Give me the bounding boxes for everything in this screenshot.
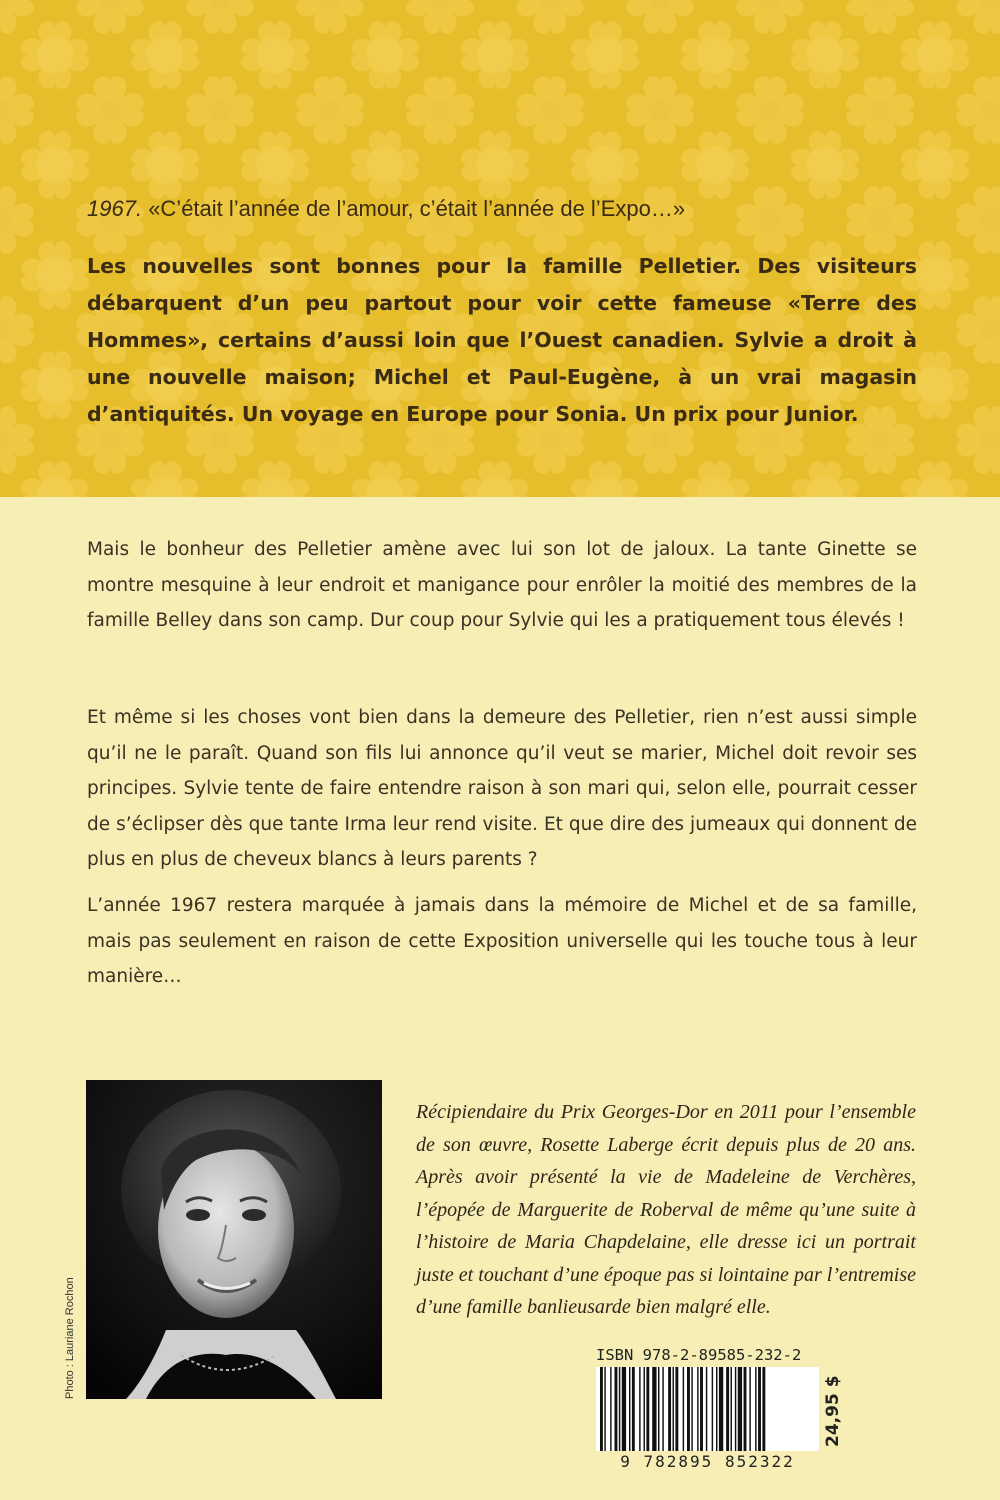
barcode-bar	[758, 1367, 761, 1451]
barcode-bar	[735, 1367, 736, 1451]
barcode-bar	[668, 1367, 671, 1451]
intro-paragraph: Les nouvelles sont bonnes pour la famille Pelletier. Des visiteurs débarquent d’un peu partout pour voir cette fameuse «Terre des Hommes», certains d’aussi loin que l’Ouest canadien. Sylvie a droit à une nouvelle maison; Michel et Paul-Eugène, à un vrai magasin d’antiquités. Un voyage en Europe pour Sonia. Un prix pour Junior.	[87, 254, 917, 426]
barcode-bar	[719, 1367, 723, 1451]
isbn-label: ISBN 978-2-89585-232-2	[596, 1346, 802, 1364]
barcode-bar	[762, 1367, 765, 1451]
author-bio: Récipiendaire du Prix Georges-Dor en 2011 pour l’ensemble de son œuvre, Rosette Laberge écrit depuis plus de 20 ans. Après avoir présenté la vie de Madeleine de Verchères, l’épopée de Marguerite de Roberval de même qu’une suite à l’histoire de Maria Chapdelaine, elle dresse ici un portrait juste et touchant d’une époque pas si lointaine par l’entremise d’une famille banlieusarde bien malgré elle.	[416, 1101, 916, 1318]
barcode-bar	[639, 1367, 640, 1451]
barcode-bar	[652, 1367, 656, 1451]
barcode-bar	[706, 1367, 707, 1451]
barcode-bar	[691, 1367, 692, 1451]
body-paragraph-1: Mais le bonheur des Pelletier amène avec lui son lot de jaloux. La tante Ginette se montre mesquine à leur endroit et manigance pour enrôler la moitié des membres de la famille Belley dans son camp. Dur coup pour Sylvie qui les a pratiquement tous élevés !	[87, 539, 917, 631]
barcode-bar	[622, 1367, 626, 1451]
author-portrait-image	[86, 1080, 382, 1399]
body-paragraph-2: Et même si les choses vont bien dans la demeure des Pelletier, rien n’est aussi simple qu’il ne le paraît. Quand son fils lui annonce qu’il veut se marier, Michel doit revoir ses principes. Sylvie tente de faire entendre raison à son mari qui, selon elle, pourrait cesser de s’éclipser dès que tante Irma leur rend visite. Et que dire des jumeaux qui donnent de plus en plus de cheveux blancs à leurs parents ?	[87, 707, 917, 870]
barcode-bar	[712, 1367, 713, 1451]
barcode-bar	[697, 1367, 698, 1451]
barcode-bar	[632, 1367, 635, 1451]
photo-credit: Photo : Lauriane Rochon	[64, 1277, 76, 1399]
hook-year: 1967.	[87, 196, 143, 221]
barcode-bar	[675, 1367, 678, 1451]
barcode-bar	[755, 1367, 756, 1451]
barcode-bar	[687, 1367, 690, 1451]
barcode-bar	[744, 1367, 747, 1451]
barcode-bar	[673, 1367, 674, 1451]
barcode-bar	[600, 1367, 603, 1451]
barcode-bar	[658, 1367, 659, 1451]
author-photo	[86, 1080, 382, 1399]
barcode-bar	[716, 1367, 717, 1451]
barcode-bar	[731, 1367, 732, 1451]
barcode-bar	[629, 1367, 630, 1451]
barcode-bar	[726, 1367, 729, 1451]
barcode-bar	[644, 1367, 645, 1451]
barcode-bar	[646, 1367, 649, 1451]
yellow-clover-band	[0, 0, 1000, 497]
hook-quote: «C’était l’année de l’amour, c’était l’année de l’Expo…»	[148, 196, 686, 221]
barcode-bar	[604, 1367, 605, 1451]
price-label: 24,95 $	[823, 1375, 843, 1447]
barcode-bar	[749, 1367, 750, 1451]
barcode-bar	[738, 1367, 742, 1451]
barcode-bar	[700, 1367, 703, 1451]
barcode-digits: 9 782895 852322	[620, 1452, 795, 1471]
hook-line	[87, 196, 685, 222]
barcode-bar	[610, 1367, 611, 1451]
barcode-bar	[619, 1367, 620, 1451]
barcode-bar	[683, 1367, 684, 1451]
barcode	[596, 1367, 819, 1451]
barcode-bars	[596, 1367, 819, 1451]
body-paragraph-3: L’année 1967 restera marquée à jamais dans la mémoire de Michel et de sa famille, mais pas seulement en raison de cette Exposition universelle qui les touche tous à leur manière…	[87, 895, 917, 987]
barcode-bar	[615, 1367, 618, 1451]
barcode-bar	[662, 1367, 663, 1451]
